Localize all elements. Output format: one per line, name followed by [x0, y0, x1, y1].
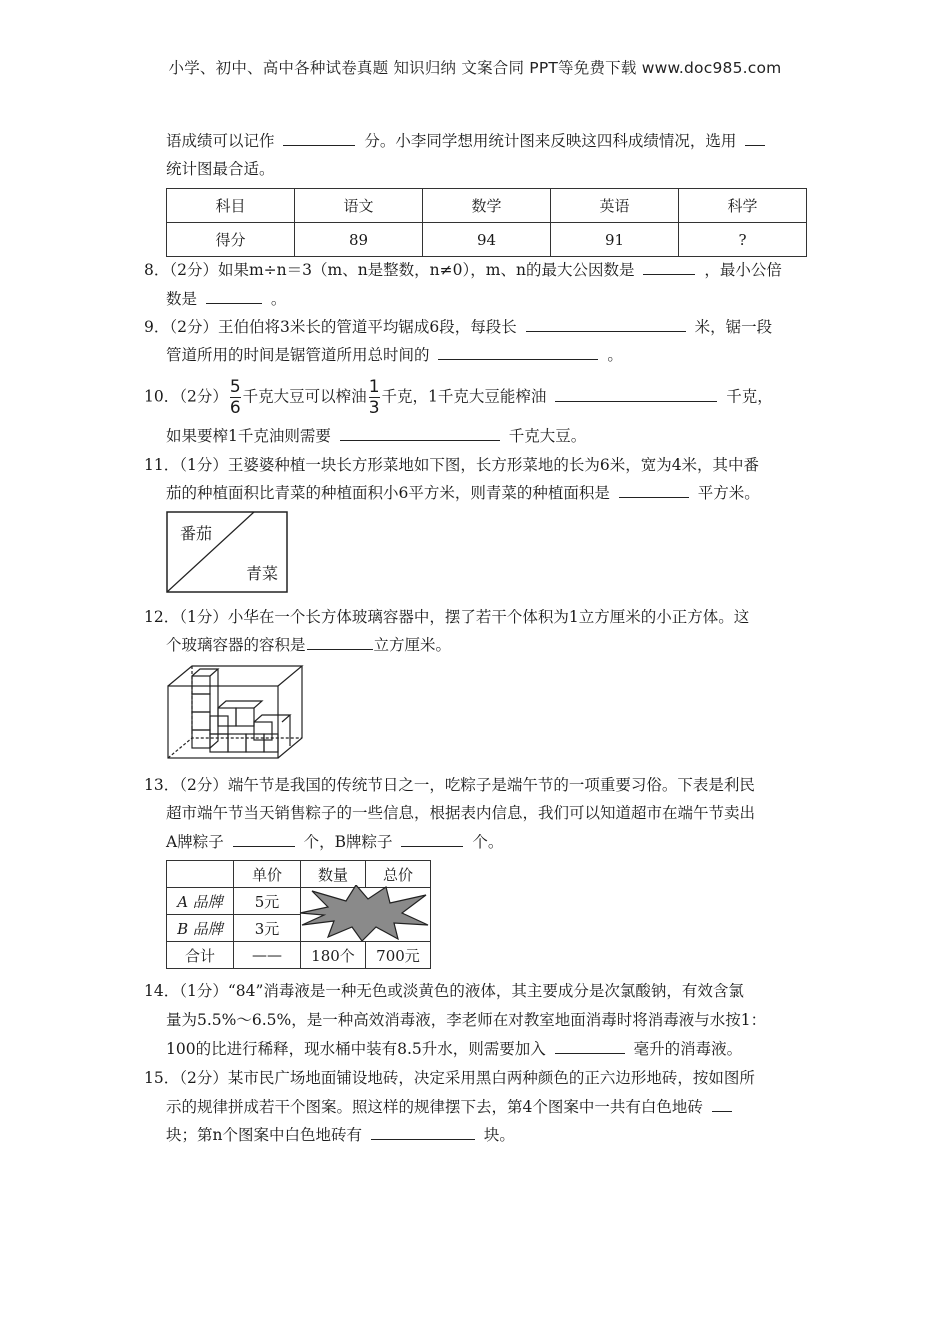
table-cell: 科目 — [167, 189, 295, 223]
q14-text-b: 毫升的消毒液。 — [633, 1040, 743, 1058]
q15-line2 — [166, 1097, 736, 1117]
q13-line3 — [166, 832, 503, 852]
table-cell: 合计 — [167, 942, 234, 969]
q11-line1: 11．（1分）王婆婆种植一块长方形菜地如下图，长方形菜地的长为6米，宽为4米，其中番 — [144, 456, 760, 474]
fraction-denominator: 6 — [229, 398, 241, 418]
q11-blank[interactable] — [619, 483, 689, 498]
q7-line2: 统计图最合适。 — [166, 160, 275, 178]
q7-text-a: 语成绩可以记作 — [166, 132, 275, 150]
cube-top — [254, 715, 290, 722]
label-greens: 青菜 — [246, 564, 279, 583]
cube — [210, 734, 228, 752]
q8-line2 — [166, 289, 286, 309]
table-cell: 总价 — [366, 861, 431, 888]
q9-text-b: 米，锯一段 — [694, 318, 773, 336]
page-header: 小学、初中、高中各种试卷真题 知识归纳 文案合同 PPT等免费下载 www.doc985.com — [168, 59, 782, 77]
q12-text-b: 立方厘米。 — [373, 636, 452, 654]
q8-text-d: 。 — [270, 290, 287, 308]
table-cell: 89 — [295, 223, 423, 257]
q12-line2 — [166, 635, 451, 655]
q14-line2: 量为5.5%～6.5%，是一种高效消毒液，李老师在对教室地面消毒时将消毒液与水按1： — [166, 1011, 767, 1029]
table-cell: ? — [679, 223, 807, 257]
q13-text-a: A牌粽子 — [166, 833, 224, 851]
q10-prefix: 10．（2分） — [144, 387, 228, 406]
table-cell: 数学 — [423, 189, 551, 223]
cube — [228, 734, 246, 752]
cube — [210, 716, 228, 734]
q8-line1 — [144, 260, 782, 280]
q10-fraction-1 — [230, 378, 241, 417]
q10-fraction-2 — [369, 378, 380, 417]
q7-blank-1[interactable] — [283, 131, 355, 146]
cube — [192, 712, 210, 730]
label-tomato: 番茄 — [180, 524, 213, 543]
table-cell: 700元 — [366, 942, 431, 969]
q15-blank-2[interactable] — [371, 1125, 475, 1140]
cube — [192, 676, 210, 694]
table-cell: 180个 — [301, 942, 366, 969]
q12-blank[interactable] — [307, 635, 373, 650]
q8-blank-2[interactable] — [206, 289, 262, 304]
q10-text-e: 千克大豆。 — [508, 427, 587, 445]
q10-text-d: 如果要榨1千克油则需要 — [166, 427, 331, 445]
q13-text-b: 个，B牌粽子 — [303, 833, 393, 851]
q9-line2 — [166, 345, 623, 365]
q13-line1: 13．（2分）端午节是我国的传统节日之一，吃粽子是端午节的一项重要习俗。下表是利民 — [144, 776, 755, 794]
q14-line1: 14．（1分）“84”消毒液是一种无色或淡黄色的液体，其主要成分是次氯酸钠，有效含氯 — [144, 982, 744, 1000]
table-cell: 语文 — [295, 189, 423, 223]
ink-blot-svg — [298, 885, 430, 941]
ink-blot-figure — [298, 885, 430, 945]
q7-text-b: 分。小李同学想用统计图来反映这四科成绩情况，选用 — [364, 132, 737, 150]
q14-blank[interactable] — [555, 1039, 625, 1054]
table-cell — [167, 861, 234, 888]
q13-blank-1[interactable] — [233, 832, 295, 847]
q14-line3 — [166, 1039, 742, 1059]
q11-text-a: 茄的种植面积比青菜的种植面积小6平方米，则青菜的种植面积是 — [166, 484, 610, 502]
ink-blot-shape — [300, 885, 428, 941]
table-cell: 5元 — [234, 888, 301, 915]
table-row — [167, 223, 807, 257]
q9-blank-1[interactable] — [526, 317, 686, 332]
table-cell: 94 — [423, 223, 551, 257]
q10-text-b: 千克，1千克大豆能榨油 — [381, 387, 547, 406]
q15-line3 — [166, 1125, 515, 1145]
table-cell: —— — [234, 942, 301, 969]
table-row — [167, 189, 807, 223]
q10-line1 — [144, 378, 773, 417]
q15-blank-1[interactable] — [712, 1097, 732, 1112]
table-row — [167, 942, 431, 969]
cube — [192, 730, 210, 748]
table-cell: A 品牌 — [167, 888, 234, 915]
q10-blank-2[interactable] — [340, 426, 500, 441]
q15-text-c: 块。 — [483, 1126, 515, 1144]
q7-line1 — [166, 131, 769, 151]
glass-container-figure — [166, 664, 316, 764]
q9-text-a: 9．（2分）王伯伯将3米长的管道平均锯成6段，每段长 — [144, 318, 517, 336]
table-cell: 91 — [551, 223, 679, 257]
q13-blank-2[interactable] — [401, 832, 463, 847]
q15-text-b: 块；第n个图案中白色地砖有 — [166, 1126, 362, 1144]
q10-blank-1[interactable] — [555, 387, 717, 402]
q9-blank-2[interactable] — [438, 345, 598, 360]
q11-line2 — [166, 483, 760, 503]
scores-table — [166, 188, 807, 257]
fraction-numerator: 5 — [229, 377, 241, 397]
q8-blank-1[interactable] — [643, 260, 695, 275]
cube-top — [192, 669, 218, 676]
table-cell: 科学 — [679, 189, 807, 223]
cube-side — [210, 669, 218, 748]
cube — [236, 708, 254, 726]
q15-line1: 15．（2分）某市民广场地面铺设地砖，决定采用黑白两种颜色的正六边形地砖，按如图所 — [144, 1069, 755, 1087]
table-cell: 数量 — [301, 861, 366, 888]
cube — [218, 708, 236, 726]
cube — [246, 734, 264, 752]
q9-text-c: 管道所用的时间是锯管道所用总时间的 — [166, 346, 430, 364]
cube — [254, 722, 272, 740]
q10-line2 — [166, 426, 586, 446]
table-row — [167, 861, 431, 888]
table-cell: 3元 — [234, 915, 301, 942]
q12-line1: 12．（1分）小华在一个长方体玻璃容器中，摆了若干个体积为1立方厘米的小正方体。这 — [144, 608, 750, 626]
glass-container-svg — [166, 664, 316, 760]
vegetable-plot-figure — [166, 511, 286, 592]
q9-text-d: 。 — [607, 346, 623, 364]
q13-text-c: 个。 — [472, 833, 504, 851]
fraction-denominator: 3 — [368, 398, 380, 418]
q11-text-b: 平方米。 — [697, 484, 760, 502]
table-cell: 单价 — [234, 861, 301, 888]
q14-text-a: 100的比进行稀释，现水桶中装有8.5升水，则需要加入 — [166, 1040, 546, 1058]
box-top — [168, 666, 302, 686]
q8-text-c: 数是 — [166, 290, 198, 308]
q9-line1 — [144, 317, 772, 337]
table-cell: 英语 — [551, 189, 679, 223]
q8-text-a: 8．（2分）如果m÷n＝3（m、n是整数，n≠0），m、n的最大公因数是 — [144, 261, 635, 279]
q8-text-b: ，最小公倍 — [704, 261, 782, 279]
q15-text-a: 示的规律拼成若干个图案。照这样的规律摆下去，第4个图案中一共有白色地砖 — [166, 1098, 703, 1116]
q10-text-a: 千克大豆可以榨油 — [242, 387, 367, 406]
q7-blank-2[interactable] — [745, 131, 765, 146]
fraction-numerator: 1 — [368, 377, 380, 397]
q10-text-c: 千克， — [726, 387, 773, 406]
q12-text-a: 个玻璃容器的容积是 — [166, 636, 306, 654]
q13-line2: 超市端午节当天销售粽子的一些信息，根据表内信息，我们可以知道超市在端午节卖出 — [166, 804, 756, 822]
cube — [192, 694, 210, 712]
cube-top — [218, 701, 262, 708]
cube — [264, 734, 278, 752]
table-cell: B 品牌 — [167, 915, 234, 942]
table-cell: 得分 — [167, 223, 295, 257]
